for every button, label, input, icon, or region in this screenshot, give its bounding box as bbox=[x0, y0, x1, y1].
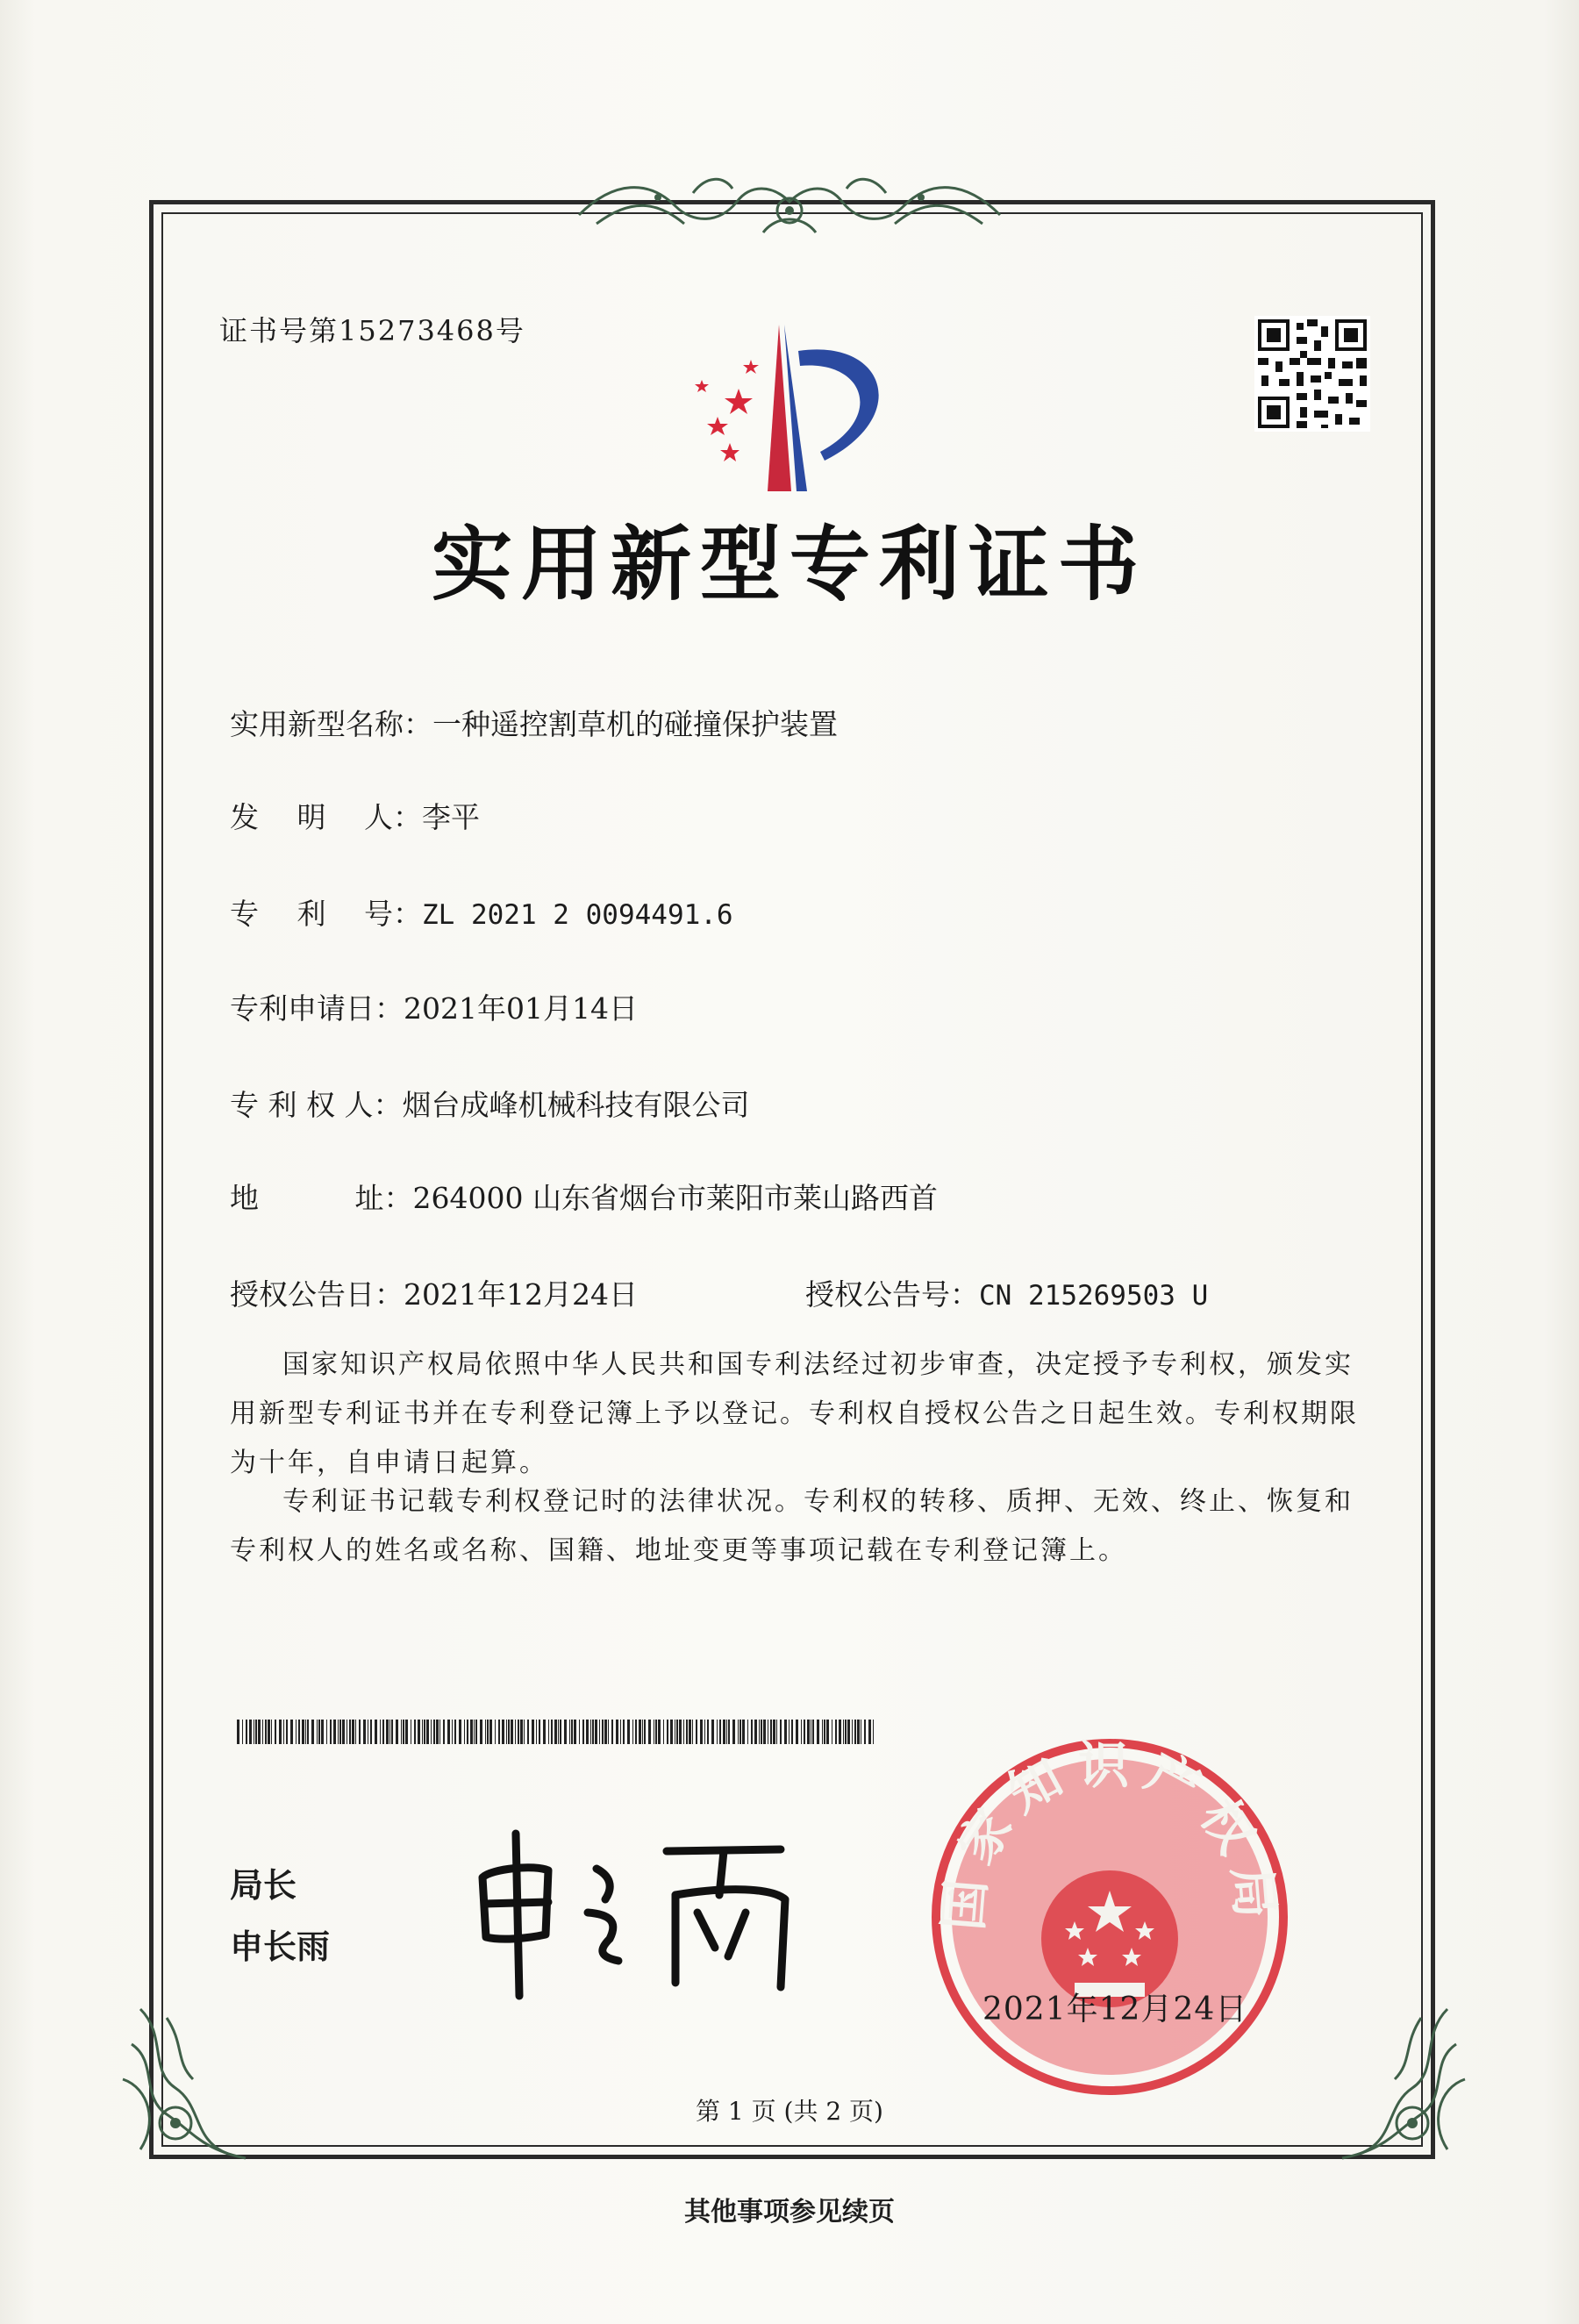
barcode-bar bbox=[599, 1720, 600, 1744]
director-name: 申长雨 bbox=[230, 1927, 331, 1966]
barcode-bar bbox=[548, 1720, 549, 1744]
barcode-bar bbox=[801, 1720, 802, 1744]
field-patentee bbox=[230, 1083, 749, 1124]
field-value: 2021年01月14日 bbox=[404, 991, 638, 1026]
barcode-bar bbox=[770, 1720, 772, 1744]
barcode-bar bbox=[822, 1720, 823, 1744]
barcode-bar bbox=[868, 1720, 871, 1744]
barcode-bar bbox=[433, 1720, 435, 1744]
barcode-bar bbox=[627, 1720, 630, 1744]
field-value: 一种遥控割草机的碰撞保护装置 bbox=[432, 707, 838, 741]
barcode-bar bbox=[317, 1720, 318, 1744]
barcode-bar bbox=[579, 1720, 580, 1744]
barcode-bar bbox=[495, 1720, 496, 1744]
barcode-bar bbox=[571, 1720, 573, 1744]
barcode-bar bbox=[459, 1720, 461, 1744]
barcode-bar bbox=[655, 1720, 657, 1744]
barcode-bar bbox=[569, 1720, 570, 1744]
barcode-bar bbox=[359, 1720, 361, 1744]
barcode-bar bbox=[644, 1720, 646, 1744]
barcode-bar bbox=[480, 1720, 482, 1744]
page-number: 第 1 页 (共 2 页) bbox=[696, 2097, 883, 2126]
barcode-bar bbox=[742, 1720, 745, 1744]
barcode-bar bbox=[728, 1720, 730, 1744]
field-value: ZL 2021 2 0094491.6 bbox=[421, 899, 733, 931]
barcode-bar bbox=[454, 1720, 456, 1744]
barcode-bar bbox=[554, 1720, 557, 1744]
cnipa-logo-icon bbox=[675, 311, 912, 500]
barcode-bar bbox=[391, 1720, 393, 1744]
barcode-bar bbox=[784, 1720, 787, 1744]
barcode-bar bbox=[807, 1720, 810, 1744]
barcode-bar bbox=[307, 1720, 309, 1744]
barcode-bar bbox=[370, 1720, 372, 1744]
barcode-bar bbox=[679, 1720, 682, 1744]
barcode-bar bbox=[515, 1720, 516, 1744]
barcode-bar bbox=[648, 1720, 651, 1744]
barcode-bar bbox=[262, 1720, 263, 1744]
field-label: 实用新型名称： bbox=[230, 707, 432, 741]
barcode-bar bbox=[242, 1720, 243, 1744]
barcode-bar bbox=[780, 1720, 782, 1744]
barcode-bar bbox=[639, 1720, 641, 1744]
barcode-bar bbox=[498, 1720, 500, 1744]
barcode-bar bbox=[845, 1720, 847, 1744]
barcode-bar bbox=[776, 1720, 777, 1744]
barcode-bar bbox=[389, 1720, 390, 1744]
field-filing-date bbox=[230, 986, 638, 1027]
barcode-bar bbox=[582, 1720, 584, 1744]
barcode-bar bbox=[873, 1720, 874, 1744]
barcode-bar bbox=[604, 1720, 607, 1744]
barcode-bar bbox=[424, 1720, 425, 1744]
barcode-bar bbox=[826, 1720, 829, 1744]
barcode-bar bbox=[761, 1720, 762, 1744]
barcode-bar bbox=[592, 1720, 594, 1744]
bottom-right-ornament bbox=[1298, 1991, 1474, 2176]
barcode-bar bbox=[843, 1720, 844, 1744]
barcode-bar bbox=[502, 1720, 504, 1744]
field-utility-model-name bbox=[230, 702, 838, 743]
barcode-bar bbox=[763, 1720, 766, 1744]
barcode-bar bbox=[707, 1720, 709, 1744]
barcode-bar bbox=[342, 1720, 345, 1744]
barcode-bar bbox=[812, 1720, 814, 1744]
barcode-bar bbox=[611, 1720, 613, 1744]
barcode-bar bbox=[338, 1720, 339, 1744]
barcode-bar bbox=[422, 1720, 423, 1744]
field-value: CN 215269503 U bbox=[979, 1280, 1209, 1312]
barcode-bar bbox=[676, 1720, 678, 1744]
barcode-bar bbox=[739, 1720, 741, 1744]
barcode-bar bbox=[431, 1720, 432, 1744]
barcode-bar bbox=[386, 1720, 389, 1744]
barcode-bar bbox=[380, 1720, 381, 1744]
barcode-bar bbox=[485, 1720, 486, 1744]
barcode-bar bbox=[290, 1720, 293, 1744]
barcode-bar bbox=[414, 1720, 416, 1744]
barcode-bar bbox=[759, 1720, 760, 1744]
barcode-bar bbox=[403, 1720, 404, 1744]
barcode-bar bbox=[711, 1720, 714, 1744]
barcode-bar bbox=[333, 1720, 336, 1744]
barcode-bar bbox=[632, 1720, 633, 1744]
barcode-bar bbox=[527, 1720, 529, 1744]
barcode-bar bbox=[658, 1720, 661, 1744]
field-value: 2021年12月24日 bbox=[404, 1277, 638, 1312]
barcode-bar bbox=[791, 1720, 793, 1744]
field-label: 专 利 号： bbox=[230, 897, 422, 931]
barcode-bar bbox=[305, 1720, 306, 1744]
barcode-bar bbox=[824, 1720, 825, 1744]
barcode-bar bbox=[467, 1720, 468, 1744]
barcode-bar bbox=[817, 1720, 819, 1744]
barcode-bar bbox=[717, 1720, 718, 1744]
barcode-bar bbox=[268, 1720, 270, 1744]
barcode-bar bbox=[443, 1720, 445, 1744]
barcode-bar bbox=[796, 1720, 798, 1744]
barcode-bar bbox=[286, 1720, 288, 1744]
barcode-bar bbox=[436, 1720, 439, 1744]
barcode-bar bbox=[864, 1720, 866, 1744]
barcode-bar bbox=[696, 1720, 697, 1744]
footer-note: 其他事项参见续页 bbox=[684, 2197, 895, 2227]
barcode-bar bbox=[723, 1720, 725, 1744]
barcode-bar bbox=[396, 1720, 398, 1744]
barcode-bar bbox=[551, 1720, 553, 1744]
director-title: 局长 bbox=[230, 1866, 297, 1905]
field-label: 专 利 权 人： bbox=[230, 1088, 403, 1122]
barcode-bar bbox=[747, 1720, 748, 1744]
barcode-bar bbox=[839, 1720, 841, 1744]
barcode-bar bbox=[574, 1720, 576, 1744]
bottom-left-ornament bbox=[114, 1991, 289, 2176]
barcode-bar bbox=[470, 1720, 473, 1744]
barcode-bar bbox=[318, 1720, 320, 1744]
barcode-bar bbox=[249, 1720, 252, 1744]
barcode-bar bbox=[363, 1720, 366, 1744]
barcode-bar bbox=[558, 1720, 559, 1744]
barcode-bar bbox=[271, 1720, 272, 1744]
barcode-bar bbox=[616, 1720, 618, 1744]
barcode-bar bbox=[595, 1720, 597, 1744]
barcode-bar bbox=[773, 1720, 775, 1744]
barcode-bar bbox=[339, 1720, 341, 1744]
seal-date: 2021年12月24日 bbox=[982, 1991, 1248, 2027]
barcode-bar bbox=[586, 1720, 589, 1744]
barcode-bar bbox=[518, 1720, 519, 1744]
field-value: 李平 bbox=[421, 800, 480, 834]
barcode-bar bbox=[726, 1720, 727, 1744]
paragraph-grant-statement: 国家知识产权局依照中华人民共和国专利法经过初步审查，决定授予专利权，颁发实用新型专利证书并在专利登记簿上予以登记。专利权自授权公告之日起生效。专利权期限为十年，自申请日起算。 bbox=[230, 1349, 1359, 1478]
barcode-bar bbox=[475, 1720, 477, 1744]
barcode-bar bbox=[321, 1720, 324, 1744]
field-label: 授权公告日： bbox=[230, 1277, 404, 1312]
barcode-bar bbox=[602, 1720, 604, 1744]
barcode-bar bbox=[719, 1720, 721, 1744]
top-ornament bbox=[561, 162, 1018, 250]
barcode-bar bbox=[474, 1720, 475, 1744]
barcode-bar bbox=[355, 1720, 356, 1744]
barcode-bar bbox=[255, 1720, 257, 1744]
barcode-bar bbox=[789, 1720, 790, 1744]
barcode-bar bbox=[564, 1720, 567, 1744]
barcode-bar bbox=[835, 1720, 837, 1744]
barcode-icon bbox=[237, 1720, 877, 1744]
barcode-bar bbox=[623, 1720, 625, 1744]
barcode-bar bbox=[275, 1720, 276, 1744]
barcode-bar bbox=[804, 1720, 805, 1744]
official-seal bbox=[925, 1733, 1294, 2101]
barcode-bar bbox=[852, 1720, 853, 1744]
barcode-bar bbox=[265, 1720, 267, 1744]
barcode-bar bbox=[686, 1720, 688, 1744]
barcode-bar bbox=[330, 1720, 332, 1744]
barcode-bar bbox=[405, 1720, 408, 1744]
barcode-bar bbox=[754, 1720, 757, 1744]
barcode-bar bbox=[302, 1720, 304, 1744]
barcode-bar bbox=[536, 1720, 537, 1744]
qr-code-icon bbox=[1254, 316, 1370, 432]
field-address bbox=[230, 1176, 938, 1217]
field-value: 烟台成峰机械科技有限公司 bbox=[402, 1088, 750, 1122]
barcode-bar bbox=[667, 1720, 668, 1744]
barcode-bar bbox=[700, 1720, 703, 1744]
barcode-bar bbox=[524, 1720, 525, 1744]
barcode-bar bbox=[352, 1720, 354, 1744]
barcode-bar bbox=[464, 1720, 465, 1744]
barcode-bar bbox=[560, 1720, 561, 1744]
field-grant-date bbox=[230, 1272, 638, 1313]
barcode-bar bbox=[418, 1720, 420, 1744]
field-label: 地 址： bbox=[230, 1181, 413, 1215]
barcode-bar bbox=[426, 1720, 429, 1744]
barcode-bar bbox=[237, 1720, 239, 1744]
field-inventor bbox=[230, 795, 480, 836]
barcode-bar bbox=[543, 1720, 546, 1744]
barcode-bar bbox=[382, 1720, 384, 1744]
barcode-bar bbox=[635, 1720, 637, 1744]
barcode-bar bbox=[692, 1720, 693, 1744]
barcode-bar bbox=[608, 1720, 609, 1744]
barcode-bar bbox=[670, 1720, 673, 1744]
barcode-bar bbox=[689, 1720, 691, 1744]
director-signature bbox=[465, 1816, 816, 2000]
barcode-bar bbox=[847, 1720, 850, 1744]
barcode-bar bbox=[532, 1720, 534, 1744]
paragraph-legal-status: 专利证书记载专利权登记时的法律状况。专利权的转移、质押、无效、终止、恢复和专利权人的姓名或名称、国籍、地址变更等事项记载在专利登记簿上。 bbox=[230, 1486, 1354, 1566]
barcode-bar bbox=[489, 1720, 492, 1744]
barcode-bar bbox=[506, 1720, 507, 1744]
barcode-bar bbox=[401, 1720, 402, 1744]
barcode-bar bbox=[508, 1720, 510, 1744]
field-grant-number bbox=[805, 1272, 1208, 1313]
barcode-bar bbox=[620, 1720, 621, 1744]
certificate-title: 实用新型专利证书 bbox=[431, 517, 1147, 611]
barcode-bar bbox=[732, 1720, 735, 1744]
field-label: 发 明 人： bbox=[230, 800, 422, 834]
barcode-bar bbox=[283, 1720, 284, 1744]
barcode-bar bbox=[854, 1720, 856, 1744]
field-label: 授权公告号： bbox=[805, 1277, 979, 1312]
seal-text: 国家知识产权局 bbox=[932, 1735, 1287, 1933]
barcode-bar bbox=[511, 1720, 513, 1744]
barcode-bar bbox=[539, 1720, 540, 1744]
barcode-bar bbox=[326, 1720, 327, 1744]
field-label: 专利申请日： bbox=[230, 991, 404, 1026]
barcode-bar bbox=[642, 1720, 643, 1744]
barcode-bar bbox=[738, 1720, 739, 1744]
barcode-bar bbox=[349, 1720, 351, 1744]
barcode-bar bbox=[704, 1720, 705, 1744]
barcode-bar bbox=[857, 1720, 860, 1744]
field-patent-number bbox=[230, 891, 733, 933]
barcode-bar bbox=[751, 1720, 753, 1744]
barcode-bar bbox=[258, 1720, 261, 1744]
barcode-bar bbox=[452, 1720, 453, 1744]
barcode-bar bbox=[296, 1720, 297, 1744]
barcode-bar bbox=[298, 1720, 300, 1744]
barcode-bar bbox=[311, 1720, 314, 1744]
barcode-bar bbox=[375, 1720, 377, 1744]
barcode-bar bbox=[590, 1720, 591, 1744]
barcode-bar bbox=[279, 1720, 282, 1744]
barcode-bar bbox=[663, 1720, 664, 1744]
certificate-number: 证书号第15273468号 bbox=[219, 314, 525, 347]
barcode-bar bbox=[439, 1720, 440, 1744]
barcode-bar bbox=[447, 1720, 450, 1744]
barcode-bar bbox=[683, 1720, 684, 1744]
field-value: 264000 山东省烟台市莱阳市莱山路西首 bbox=[412, 1181, 938, 1215]
barcode-bar bbox=[487, 1720, 489, 1744]
barcode-bar bbox=[520, 1720, 523, 1744]
barcode-bar bbox=[246, 1720, 247, 1744]
